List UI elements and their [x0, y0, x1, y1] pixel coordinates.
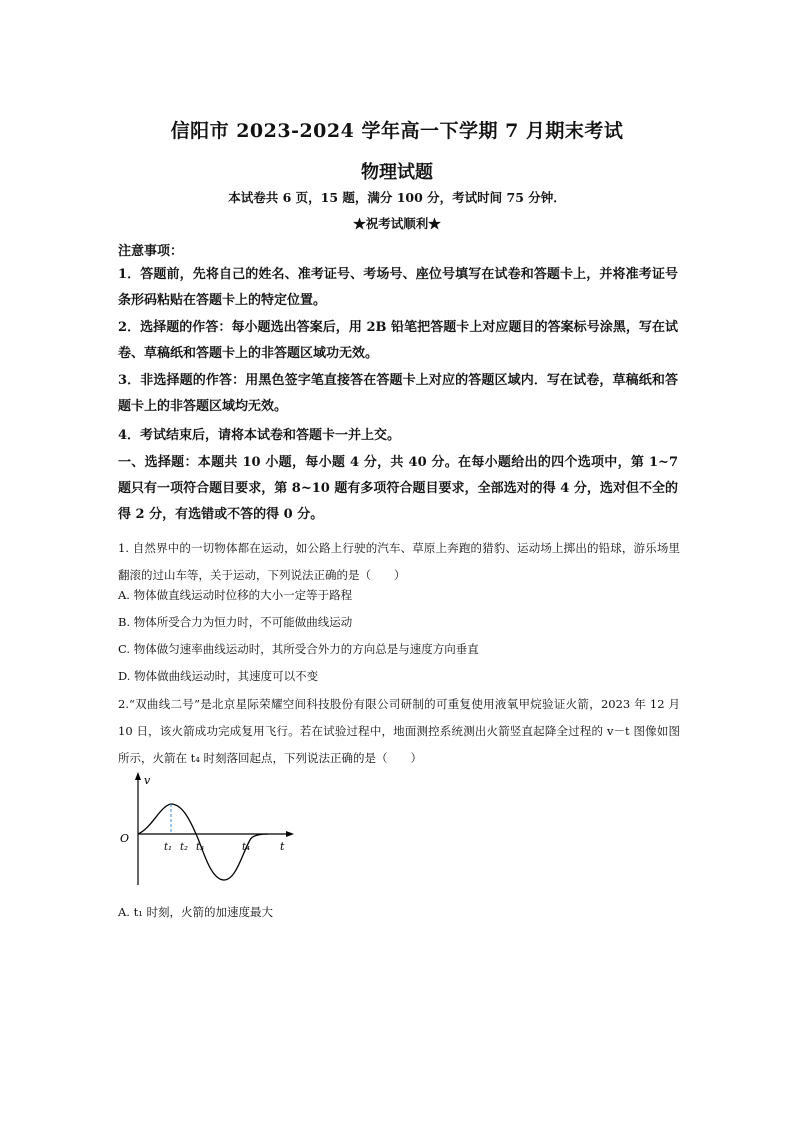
exam-info: 本试卷共 6 页，15 题，满分 100 分，考试时间 75 分钟．: [228, 190, 566, 205]
t-label: t: [280, 840, 285, 853]
t-axis-arrow-icon: [286, 831, 294, 837]
t4-label: t₄: [242, 842, 251, 853]
question-1-option-a: A. 物体做直线运动时位移的大小一定等于路程: [118, 588, 353, 602]
question-1-option-c: C. 物体做匀速率曲线运动时，其所受合外力的方向总是与速度方向垂直: [118, 642, 479, 656]
exam-wish: ★祝考试顺利★: [353, 216, 441, 231]
notice-item-1: 1．答题前，先将自己的姓名、准考证号、考场号、座位号填写在试卷和答题卡上，并将准考证号条形码粘贴在答题卡上的特定位置。: [118, 267, 678, 308]
t1-label: t₁: [164, 842, 173, 853]
question-2-option-a: A. t₁ 时刻，火箭的加速度最大: [118, 905, 274, 919]
notice-item-4: 4．考试结束后，请将本试卷和答题卡一并上交。: [118, 428, 401, 443]
question-1-stem: 1. 自然界中的一切物体都在运动，如公路上行驶的汽车、草原上奔跑的猎豹、运动场上掷出的铅球，游乐场里翻滚的过山车等，关于运动，下列说法正确的是（ ）: [118, 541, 680, 582]
exam-title: 信阳市 2023-2024 学年高一下学期 7 月期末考试: [170, 120, 624, 142]
exam-subtitle: 物理试题: [361, 162, 433, 183]
t2-label: t₂: [180, 842, 189, 853]
question-1-option-b: B. 物体所受合力为恒力时，不可能做曲线运动: [118, 615, 353, 629]
v-label: v: [144, 774, 151, 787]
section-heading: 一、选择题：本题共 10 小题，每小题 4 分，共 40 分。在每小题给出的四个选项中，第 1~7 题只有一项符合题目要求，第 8~10 题有多项符合题目要求，全部选对的得 4 分，选对但不全的得 2 分，有选错或不答的得 0 分。: [118, 455, 678, 522]
v-axis-arrow-icon: [135, 772, 141, 780]
notice-item-2: 2．选择题的作答：每小题选出答案后，用 2B 铅笔把答题卡上对应题目的答案标号涂黑，写在试卷、草稿纸和答题卡上的非答题区域功无效。: [118, 320, 678, 361]
question-2-stem: 2.“双曲线二号”是北京星际荣耀空间科技股份有限公司研制的可重复使用液氧甲烷验证火箭，2023 年 12 月 10 日，该火箭成功完成复用飞行。若在试验过程中，地面测控系统测出火箭竖直起降全过程的 v－t 图像如图所示，火箭在 t₄ 时刻落回起点，下列说法正确的是（ ）: [118, 697, 680, 765]
origin-label: O: [120, 832, 130, 845]
notice-title: 注意事项：: [118, 244, 184, 259]
t3-label: t₃: [196, 842, 205, 853]
notice-item-3: 3．非选择题的作答：用黑色签字笔直接答在答题卡上对应的答题区域内．写在试卷，草稿纸和答题卡上的非答题区域均无效。: [118, 373, 678, 414]
question-1-option-d: D. 物体做曲线运动时，其速度可以不变: [118, 669, 319, 683]
vt-graph: [118, 770, 298, 890]
